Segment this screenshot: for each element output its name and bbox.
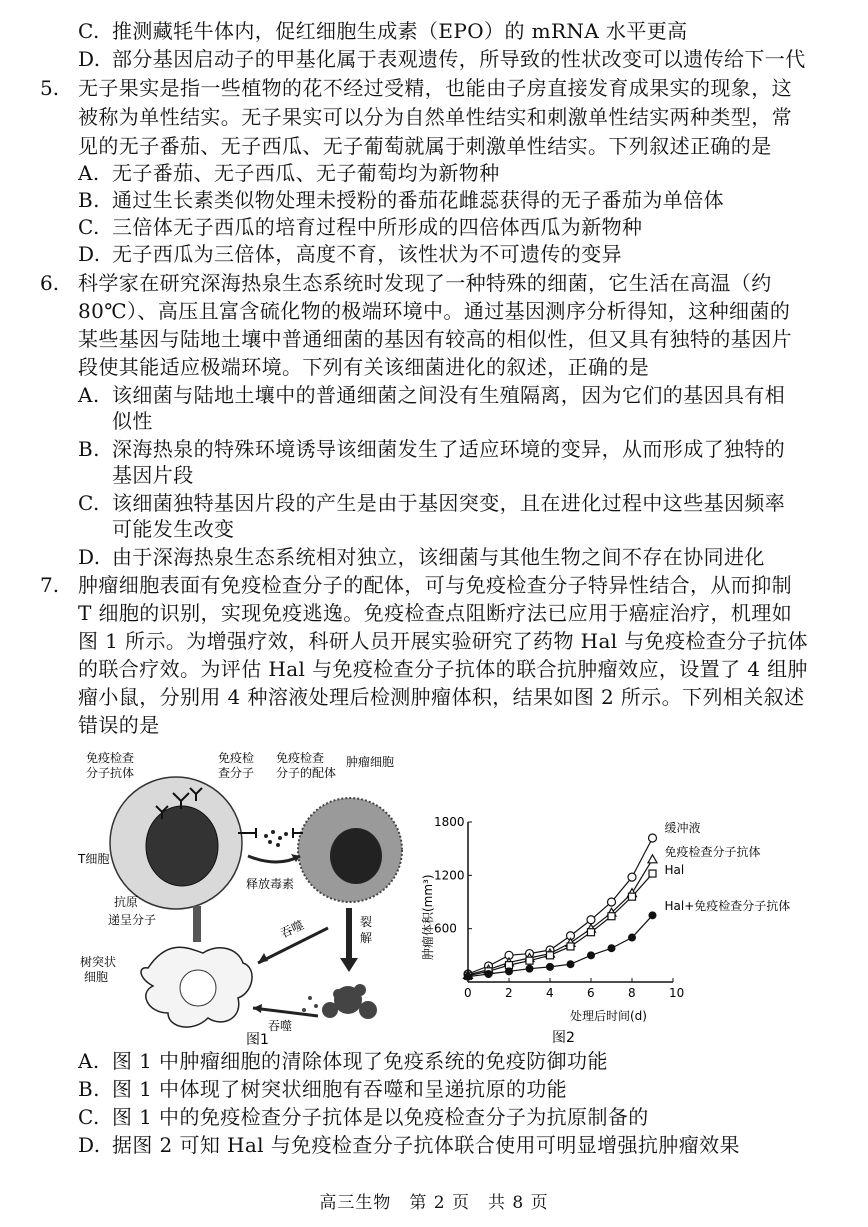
series-line (468, 874, 653, 976)
series-line (468, 838, 653, 974)
q5-option-a: A. 无子番茄、无子西瓜、无子葡萄均为新物种 (78, 161, 500, 185)
page-footer: 高三生物 第 2 页 共 8 页 (319, 1193, 549, 1213)
q7-option-a: A. 图 1 中肿瘤细胞的清除体现了免疫系统的免疫防御功能 (78, 1049, 608, 1073)
arrowhead-icon (253, 1004, 262, 1013)
label-checkpoint: 免疫检 (218, 751, 255, 765)
q6-option-a-cont: 似性 (112, 409, 153, 433)
label-ligand: 免疫检查 (276, 751, 325, 765)
y-axis-label: 肿瘤体积(mm³) (421, 874, 435, 960)
label-tumor: 肿瘤细胞 (346, 755, 395, 769)
data-point (485, 970, 493, 978)
figure-1-caption: 图1 (246, 1032, 269, 1048)
q5-stem-line: 见的无子番茄、无子西瓜、无子葡萄就属于刺激单性结实。下列叙述正确的是 (78, 134, 772, 158)
q6-option-a: A. 该细菌与陆地土壤中的普通细菌之间没有生殖隔离，因为它们的基因具有相 (78, 383, 786, 407)
data-point (648, 855, 657, 863)
q6-option-c: C. 该细菌独特基因片段的产生是由于基因突变，且在进化过程中这些基因频率 (78, 491, 786, 515)
engulf-arrow-icon (253, 1008, 318, 1016)
q6-stem-line: 段使其能适应极端环境。下列有关该细菌进化的叙述，正确的是 (78, 355, 650, 379)
release-arrow-icon (248, 856, 300, 862)
tcr-stalk (193, 906, 201, 942)
series-label: Hal+免疫检查分子抗体 (664, 899, 791, 913)
data-point (567, 960, 575, 968)
data-point (464, 973, 472, 981)
x-tick-label: 8 (628, 986, 636, 1000)
toxin-dots-icon (264, 830, 288, 847)
tumor-cell-nucleus (330, 828, 382, 884)
data-point (505, 967, 513, 975)
label-dc: 细胞 (84, 970, 109, 984)
data-point (547, 952, 554, 959)
data-point (649, 911, 657, 919)
q7-option-d: D. 据图 2 可知 Hal 与免疫检查分子抗体联合使用可明显增强抗肿瘤效果 (78, 1133, 740, 1157)
q7-stem-line: 图 1 所示。为增强疗效，科研人员开展实验研究了药物 Hal 与免疫检查分子抗体 (78, 629, 808, 653)
q7-option-c: C. 图 1 中的免疫检查分子抗体是以免疫检查分子为抗原制备的 (78, 1105, 649, 1129)
x-axis-label: 处理后时间(d) (570, 1009, 647, 1023)
label-antigen: 抗原 (114, 895, 139, 909)
label-ligand: 分子的配体 (276, 766, 337, 780)
data-point (649, 870, 656, 877)
x-tick-label: 0 (464, 986, 472, 1000)
series-label: 缓冲液 (664, 821, 701, 835)
label-antigen: 递呈分子 (108, 913, 157, 927)
label-lysis: 裂 (360, 915, 373, 929)
q6-option-c-cont: 可能发生改变 (112, 517, 235, 541)
q7-option-b: B. 图 1 中体现了树突状细胞有吞噬和呈递抗原的功能 (78, 1077, 568, 1101)
label-engulf: 吞噬 (278, 917, 307, 941)
q5-number: 5. (40, 76, 60, 100)
label-lysis: 解 (360, 931, 373, 945)
dendritic-cell-nucleus (180, 970, 216, 1006)
q7-number: 7. (40, 573, 60, 597)
q7-stem-line: 肿瘤细胞表面有免疫检查分子的配体，可与免疫检查分子特异性结合，从而抑制 (78, 573, 792, 597)
x-tick-label: 6 (587, 986, 595, 1000)
q7-stem-line: T 细胞的识别，实现免疫逃逸。免疫检查点阻断疗法已应用于癌症治疗，机理如 (78, 601, 793, 625)
series-line (468, 859, 653, 975)
q5-option-d: D. 无子西瓜为三倍体，高度不育，该性状为不可遗传的变异 (78, 242, 622, 266)
q6-stem-line: 科学家在研究深海热泉生态系统时发现了一种特殊的细菌，它生活在高温（约 (78, 271, 772, 295)
label-dc: 树突状 (80, 955, 117, 969)
figure-2-chart (420, 810, 830, 1050)
data-point (629, 893, 636, 900)
y-tick-label: 600 (434, 921, 457, 936)
label-tcell: T细胞 (78, 852, 110, 866)
q6-option-b: B. 深海热泉的特殊环境诱导该细菌发生了适应环境的变异，从而形成了独特的 (78, 437, 786, 461)
q6-stem-line: 某些基因与陆地土壤中普通细菌的基因有较高的相似性，但又具有独特的基因片 (78, 327, 792, 351)
q4-option-d: D. 部分基因启动子的甲基化属于表观遗传，所导致的性状改变可以遗传给下一代 (78, 47, 806, 71)
data-point (588, 929, 595, 936)
q7-stem-line: 瘤小鼠，分别用 4 种溶液处理后检测肿瘤体积，结果如图 2 所示。下列相关叙述 (78, 685, 805, 709)
q7-stem-line: 的联合疗效。为评估 Hal 与免疫检查分子抗体的联合抗肿瘤效应，设置了 4 组肿 (78, 657, 808, 681)
data-point (546, 963, 554, 971)
data-point (608, 944, 616, 952)
label-engulf: 吞噬 (268, 1019, 293, 1033)
y-tick-label: 1800 (434, 815, 465, 829)
data-point (587, 951, 595, 959)
t-cell-nucleus (146, 806, 218, 886)
lysed-fragments-icon (302, 984, 377, 1019)
arrowhead-icon (340, 958, 358, 972)
q5-stem-line: 被称为单性结实。无子果实可以分为自然单性结实和刺激单性结实两种类型，常 (78, 105, 792, 129)
figure-2-caption: 图2 (552, 1030, 575, 1046)
data-point (567, 943, 574, 950)
data-point (608, 913, 615, 920)
data-point (587, 916, 595, 924)
q6-stem-line: 80℃）、高压且富含硫化物的极端环境中。通过基因测序分析得知，这种细菌的 (78, 299, 791, 323)
series-label: Hal (664, 863, 685, 877)
data-point (649, 834, 657, 842)
lysis-arrow-icon (346, 908, 352, 958)
label-antibody: 分子抗体 (86, 766, 135, 780)
data-point (526, 965, 534, 973)
q6-number: 6. (40, 271, 60, 295)
q5-stem-line: 无子果实是指一些植物的花不经过受精，也能由子房直接发育成果实的现象，这 (78, 76, 792, 100)
data-point (628, 934, 636, 942)
x-tick-label: 4 (546, 986, 554, 1000)
data-point (628, 873, 636, 881)
q6-option-b-cont: 基因片段 (112, 463, 194, 487)
q5-option-c: C. 三倍体无子西瓜的培育过程中所形成的四倍体西瓜为新物种 (78, 215, 643, 239)
arrowhead-icon (258, 953, 268, 963)
label-checkpoint: 查分子 (218, 766, 255, 780)
q4-option-c: C. 推测藏牦牛体内，促红细胞生成素（EPO）的 mRNA 水平更高 (78, 19, 688, 43)
q6-option-d: D. 由于深海热泉生态系统相对独立，该细菌与其他生物之间不存在协同进化 (78, 545, 765, 569)
data-point (608, 898, 616, 906)
x-tick-label: 2 (505, 986, 513, 1000)
data-point (526, 957, 533, 964)
x-tick-label: 10 (669, 986, 685, 1000)
y-tick-label: 1200 (434, 868, 465, 883)
series-label: 免疫检查分子抗体 (664, 845, 761, 859)
label-toxin: 释放毒素 (246, 877, 295, 891)
q5-option-b: B. 通过生长素类似物处理未授粉的番茄花雌蕊获得的无子番茄为单倍体 (78, 188, 724, 212)
q7-stem-line: 错误的是 (78, 713, 160, 737)
label-antibody: 免疫检查 (86, 751, 135, 765)
figure-1-diagram (78, 748, 423, 1048)
